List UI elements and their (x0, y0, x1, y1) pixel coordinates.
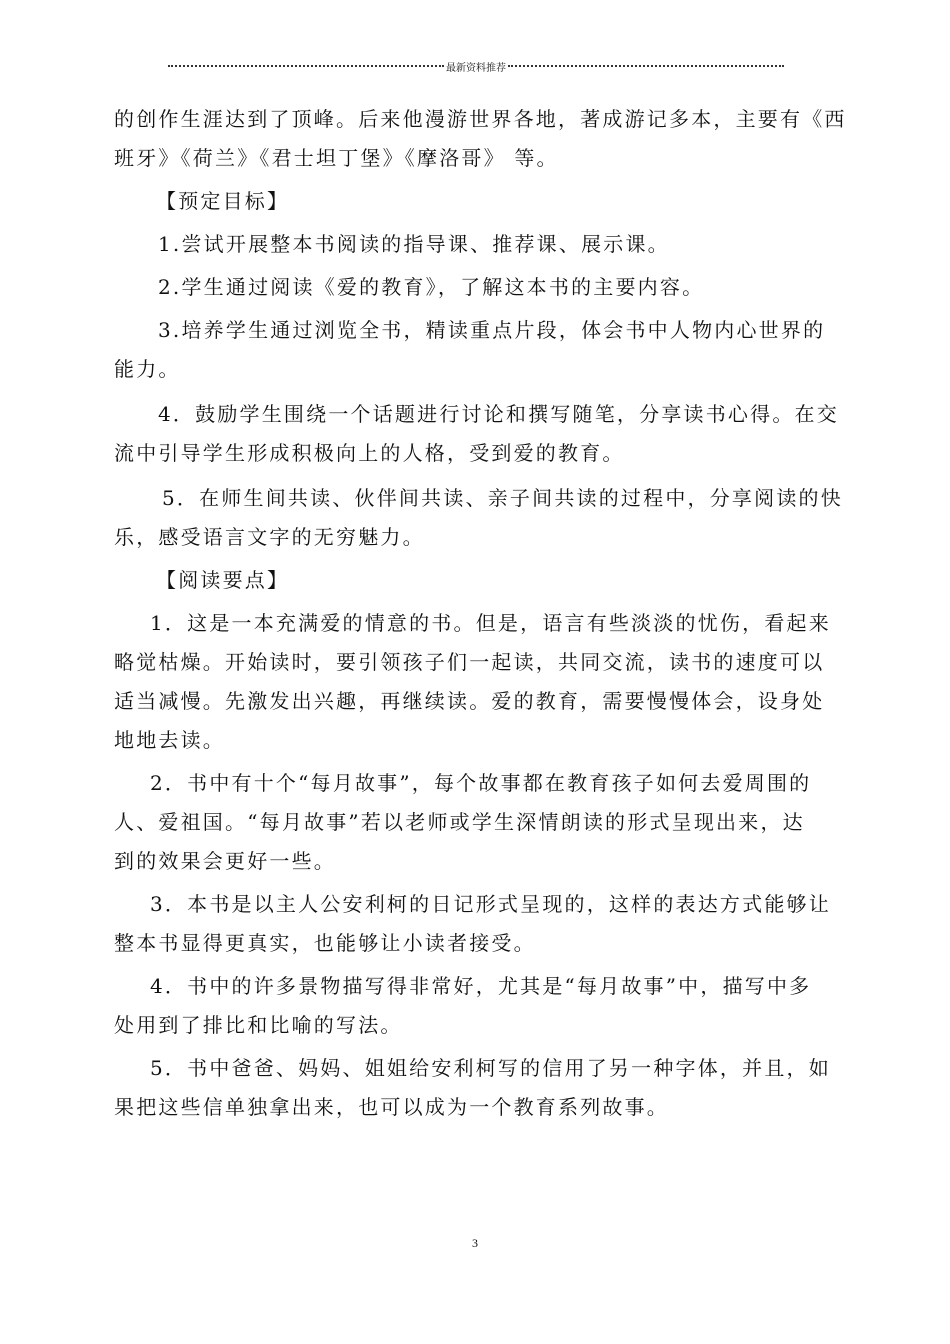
text-line: 的创作生涯达到了顶峰。后来他漫游世界各地，著成游记多本，主要有《西 (114, 107, 847, 131)
list-item: 1．这是一本充满爱的情意的书。但是，语言有些淡淡的忧伤，看起来 (150, 611, 831, 635)
text-line: 到的效果会更好一些。 (114, 849, 336, 873)
list-item: 3.培养学生通过浏览全书，精读重点片段，体会书中人物内心世界的 (158, 318, 826, 342)
list-item: 5．书中爸爸、妈妈、姐姐给安利柯写的信用了另一种字体，并且，如 (150, 1056, 831, 1080)
section-heading: 【预定目标】 (156, 189, 290, 213)
list-item: 2.学生通过阅读《爱的教育》，了解这本书的主要内容。 (158, 275, 705, 299)
list-item: 5．在师生间共读、伙伴间共读、亲子间共读的过程中，分享阅读的快 (162, 486, 843, 510)
text-line: 能力。 (114, 357, 181, 381)
text-line: 处用到了排比和比喻的写法。 (114, 1013, 403, 1037)
text-line: 流中引导学生形成积极向上的人格，受到爱的教育。 (114, 441, 625, 465)
text-line: 适当减慢。先激发出兴趣，再继续读。爱的教育，需要慢慢体会，设身处 (114, 689, 825, 713)
document-body (114, 100, 847, 1127)
text-line: 略觉枯燥。开始读时，要引领孩子们一起读，共同交流，读书的速度可以 (114, 650, 825, 674)
list-item: 4．书中的许多景物描写得非常好，尤其是“每月故事”中，描写中多 (150, 974, 812, 998)
text-line: 班牙》《荷兰》《君士坦丁堡》《摩洛哥》 等。 (114, 146, 559, 170)
text-line: 整本书显得更真实，也能够让小读者接受。 (114, 931, 536, 955)
header-dotted-rule-left (168, 65, 444, 67)
header-dotted-rule-right (508, 65, 784, 67)
page-number: 3 (472, 1236, 478, 1250)
list-item: 2．书中有十个“每月故事”，每个故事都在教育孩子如何去爱周围的 (150, 771, 812, 795)
page-header (168, 58, 784, 74)
list-item: 1.尝试开展整本书阅读的指导课、推荐课、展示课。 (158, 232, 670, 256)
list-item: 3．本书是以主人公安利柯的日记形式呈现的，这样的表达方式能够让 (150, 892, 831, 916)
text-line: 地地去读。 (114, 728, 225, 752)
text-line: 人、爱祖国。“每月故事”若以老师或学生深情朗读的形式呈现出来，达 (114, 810, 805, 834)
list-item: 4．鼓励学生围绕一个话题进行讨论和撰写随笔，分享读书心得。在交 (158, 402, 839, 426)
section-heading: 【阅读要点】 (156, 568, 290, 592)
header-title: 最新资料推荐 (446, 62, 506, 74)
text-line: 乐，感受语言文字的无穷魅力。 (114, 525, 425, 549)
text-line: 果把这些信单独拿出来，也可以成为一个教育系列故事。 (114, 1095, 669, 1119)
